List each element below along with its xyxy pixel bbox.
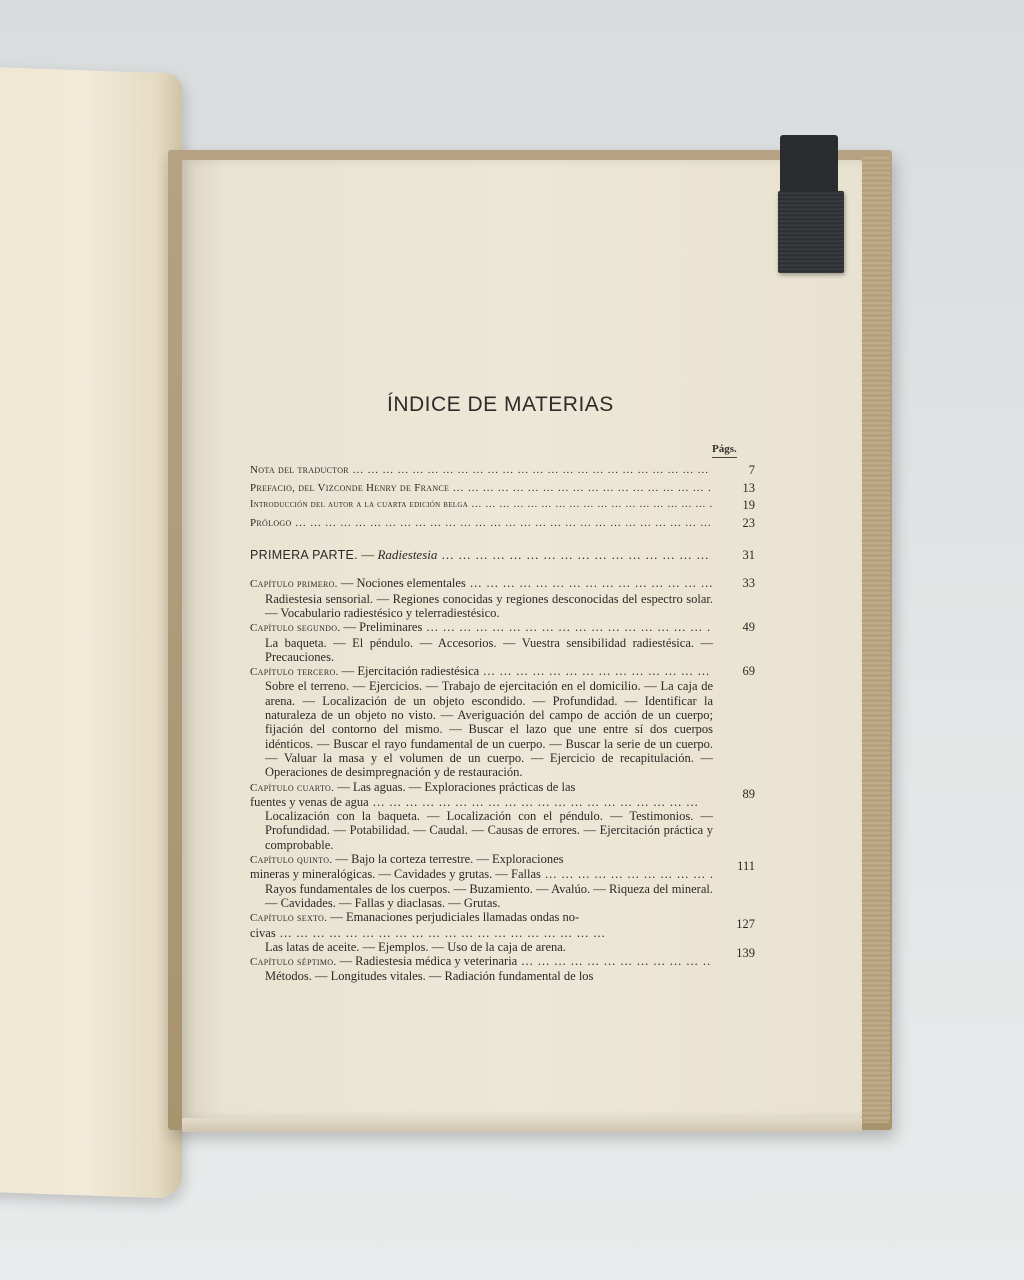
toc-entry-introduccion	[250, 498, 755, 516]
toc-entry-page: 7	[748, 463, 755, 477]
page-title: ÍNDICE DE MATERIAS	[387, 393, 614, 416]
chapter-heading	[250, 664, 712, 679]
book-spine-edge	[862, 155, 890, 1123]
toc-entry-prefacio	[250, 481, 755, 499]
chapter-description: Las latas de aceite. — Ejemplos. — Uso de la caja de arena.	[265, 939, 566, 954]
chapter-description: Rayos fundamentales de los cuerpos. — Buzamiento. — Avalúo. — Riqueza del mineral. — Cavidades. — Fallas y diaclasas. — Grutas.	[265, 881, 713, 910]
toc-chapter	[250, 852, 755, 910]
part-separator: —	[357, 548, 378, 563]
toc-entry-label: Introducción del autor a la cuarta edición belga ... .	[250, 498, 712, 512]
chapter-page: 139	[736, 946, 755, 961]
chapter-heading-continued: fuentes y venas de agua ... .	[250, 795, 712, 809]
chapter-label: Capítulo cuarto.	[250, 781, 335, 794]
chapter-heading	[250, 780, 712, 795]
chapter-page: 111	[737, 859, 755, 874]
chapter-title: — Bajo la corteza terrestre. — Exploraciones	[332, 852, 564, 867]
chapter-description: Sobre el terreno. — Ejercicios. — Trabajo de ejercitación en el domicilio. — La caja de arena. — Localización de un objeto escondido. — Profundidad. — Identificar la naturaleza de un objeto no visto. — Averiguación del campo de acción de un cuerpo; fijación del contorno del mismo. — Buscar el lazo que une entre sí dos cuerpos idénticos. — Buscar el rayo fundamental de un cuerpo. — Buscar la serie de un cuerpo. — Valuar la masa y el volumen de un cuerpo. — Ejercicio de recapitulación. — Operaciones de desimpregnación y de restauración.	[265, 679, 713, 780]
chapter-page: 69	[742, 664, 755, 679]
toc-chapter	[250, 910, 755, 954]
chapter-heading-continued: civas ... .	[250, 926, 712, 940]
chapter-heading	[250, 620, 712, 635]
chapter-title: — Ejercitación radiestésica	[338, 664, 480, 679]
part-page: 31	[742, 548, 755, 563]
page-clip	[778, 135, 844, 273]
toc-entry-label: Nota del traductor ... .	[250, 463, 712, 477]
toc-chapter	[250, 620, 755, 664]
chapter-page: 49	[742, 620, 755, 635]
chapter-page: 89	[742, 786, 755, 801]
chapter-heading	[250, 576, 712, 591]
chapter-label: Capítulo primero.	[250, 578, 338, 591]
toc-part	[250, 548, 755, 566]
chapter-heading	[250, 852, 712, 867]
chapter-label: Capítulo sexto.	[250, 912, 328, 925]
toc-chapter	[250, 664, 755, 779]
chapter-title: — Radiestesia médica y veterinaria	[336, 954, 518, 969]
pages-column-header: Págs.	[712, 443, 737, 458]
chapter-label: Capítulo segundo.	[250, 622, 341, 635]
toc-entry-page: 13	[742, 480, 755, 495]
chapter-description: Localización con la baqueta. — Localización con el péndulo. — Testimonios. — Profundidad. — Potabilidad. — Caudal. — Causas de errores. — Ejercitación práctica y comprobable.	[265, 809, 713, 852]
chapter-label: Capítulo quinto.	[250, 854, 333, 867]
toc-entry-nota	[250, 463, 755, 481]
chapter-page: 33	[742, 576, 755, 591]
chapter-description: Métodos. — Longitudes vitales. — Radiación fundamental de los	[265, 969, 594, 984]
part-subtitle: Radiestesia	[377, 548, 438, 563]
toc-entry-label: Prefacio, del Vizconde Henry de France ... .	[250, 481, 712, 495]
clip-body	[778, 191, 844, 273]
toc-entry-page: 19	[742, 498, 755, 513]
chapter-title: — Nociones elementales	[337, 576, 466, 591]
page-block-edge	[182, 1118, 862, 1132]
chapter-title: — Emanaciones perjudiciales llamadas ondas no-	[327, 910, 580, 925]
chapter-label: Capítulo tercero.	[250, 666, 339, 679]
part-name: PRIMERA PARTE.	[250, 548, 358, 563]
toc-entry-label: Prólogo ... .	[250, 516, 712, 530]
toc-chapter	[250, 780, 755, 852]
chapter-heading	[250, 954, 712, 969]
part-label	[250, 548, 712, 563]
chapter-title: — Las aguas. — Exploraciones prácticas de las	[334, 779, 576, 794]
toc-chapter	[250, 576, 755, 620]
chapter-heading	[250, 910, 712, 925]
toc-entry-page: 23	[742, 515, 755, 530]
toc-entry-prologo	[250, 516, 755, 534]
chapter-description: Radiestesia sensorial. — Regiones conocidas y regiones desconocidas del espectro solar. — Vocabulario radiestésico y telerradiestésico.	[265, 591, 713, 620]
chapter-title: — Preliminares	[340, 620, 423, 635]
chapter-description: La baqueta. — El péndulo. — Accesorios. — Vuestra sensibilidad radiestésica. — Precauciones.	[265, 635, 713, 664]
clip-top	[780, 135, 838, 195]
chapter-page: 127	[736, 917, 755, 932]
left-page	[0, 66, 182, 1198]
table-of-contents	[250, 463, 755, 984]
chapter-label: Capítulo séptimo.	[250, 956, 337, 969]
chapter-heading-continued: mineras y mineralógicas. — Cavidades y grutas. — Fallas ... .	[250, 867, 712, 881]
